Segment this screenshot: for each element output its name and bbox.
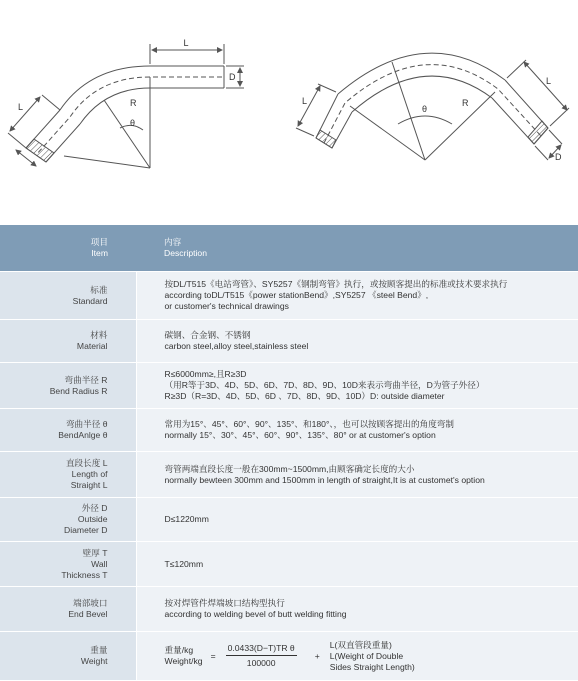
bend-drawing-left [8,44,244,168]
formula-lhs-en: Weight/kg [164,656,203,666]
description-line: 按对焊管件焊端坡口结构型执行 [164,598,285,608]
header-desc-cn: 内容 [164,237,182,247]
row-label-en: Thickness T [61,569,108,580]
description-line: according toDL/T515《power stationBend》,SY5257 《steel Bend》, [164,290,429,300]
formula-plus: + [314,650,320,661]
right-label-R: R [462,98,469,108]
row-description [136,409,578,452]
table-row [0,409,578,452]
description-line: normally 15°、30°、45°、60°、90°、135°、80° or at customer's option [164,430,436,440]
row-label-cn: 壁厚 T [82,547,108,558]
row-label-cn: 外径 D [81,503,108,513]
row-label-en: BendAnlge θ [58,430,108,440]
row-label-en: Outside [77,514,108,524]
table-row [0,452,578,498]
header-item [0,225,136,272]
right-label-theta: θ [422,104,428,114]
description-line: according to welding bevel of butt welding fitting [164,609,347,619]
row-label-en: Material [76,341,108,351]
left-label-L-left: L [18,102,24,112]
row-description [136,452,578,498]
row-label-en: Wall [91,558,108,569]
table-row [0,498,578,542]
row-description [136,498,578,542]
row-description [136,587,578,632]
row-label-en: Standard [72,295,108,306]
description-line: R≤6000mm≥,且R≥3D [164,369,247,379]
row-label-en: Straight L [70,480,108,490]
row-label [0,542,136,587]
left-label-theta: θ [130,118,136,128]
formula-numerator: 0.0433(D−T)TR θ [226,643,297,656]
table-header-row [0,225,578,272]
row-label-en: Weight [80,656,108,666]
row-label-en: Bend Radius R [49,385,108,396]
row-label [0,452,136,498]
left-label-R: R [130,98,137,108]
row-description [136,542,578,587]
spec-table [0,225,578,681]
table-row [0,363,578,409]
table-row-weight [0,632,578,681]
description-line: carbon steel,alloy steel,stainless steel [164,341,309,351]
description-line: or customer's technical drawings [164,301,289,311]
row-label-cn: 重量 [90,645,108,655]
row-label [0,363,136,409]
table-row [0,320,578,363]
row-label [0,272,136,320]
row-label [0,632,136,681]
table-row [0,587,578,632]
formula-equals: = [210,650,216,661]
description-line: D≤1220mm [164,514,209,524]
description-line: （用R等于3D、4D、5D、6D、7D、8D、9D、10D来表示弯曲半径，D为管子外径） [164,380,485,390]
description-line: 常用为15°、45°、60°、90°、135°、和180°、，也可以按顾客提出的角度弯制 [164,419,454,429]
weight-formula [136,632,578,681]
table-row [0,542,578,587]
row-label [0,587,136,632]
description-line: 按DL/T515《电站弯管》、SY5257《钢制弯管》执行，或按顾客提出的标准或技术要求执行 [164,279,508,289]
header-item-en: Item [91,248,108,258]
formula-rhs-3: Sides Straight Length) [329,661,415,672]
header-description [136,225,578,272]
row-label-en: End Bevel [68,609,108,619]
description-line: T≤120mm [164,558,204,569]
description-line: R≥3D（R=3D、4D、5D、6D 、7D、8D、9D、10D）D: outside diameter [164,391,445,401]
row-label [0,498,136,542]
left-label-L-top: L [183,38,189,48]
bend-drawing-right [296,53,569,160]
row-label [0,320,136,363]
row-label-cn: 端部坡口 [73,598,108,608]
row-label-cn: 标准 [90,284,108,295]
right-label-L-right: L [546,76,552,86]
row-label [0,409,136,452]
right-label-D: D [555,152,562,162]
row-description [136,272,578,320]
description-line: normally bewteen 300mm and 1500mm in length of straight,It is at customet's option [164,474,485,485]
header-desc-en: Description [164,248,207,258]
formula-lhs-cn: 重量/kg [164,645,194,655]
row-description [136,363,578,409]
row-label-cn: 直段长度 L [65,458,108,468]
left-label-D: D [229,72,236,82]
description-line: 弯管两端直段长度一般在300mm~1500mm,由顾客确定长度的大小 [164,463,415,474]
row-description [136,320,578,363]
row-label-cn: 弯曲半径 θ [65,419,108,429]
row-label-en: Diameter D [64,525,108,535]
header-item-cn: 项目 [90,237,108,247]
pipe-bend-drawings [0,0,578,225]
formula-rhs-1: L(双直管段重量) [329,639,392,650]
row-label-cn: 材料 [90,330,108,340]
description-line: 碳钢、合金钢、不锈钢 [164,330,251,340]
formula-rhs-2: L(Weight of Double [329,650,404,661]
right-label-L-left: L [302,96,308,106]
row-label-en: Length of [71,469,108,479]
table-row [0,272,578,320]
formula-denominator: 100000 [246,658,276,668]
row-label-cn: 弯曲半径 R [64,374,108,385]
